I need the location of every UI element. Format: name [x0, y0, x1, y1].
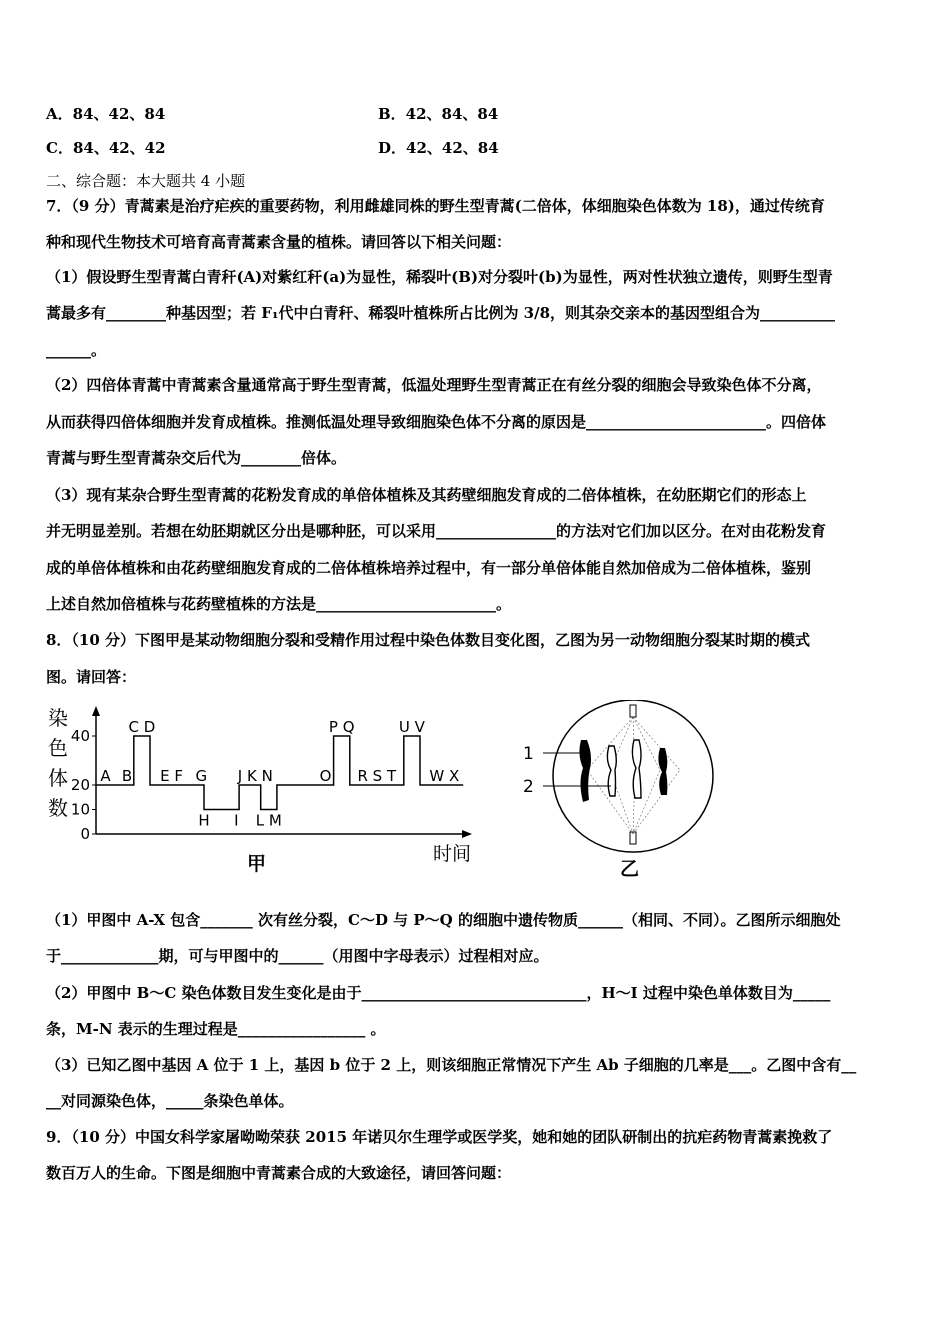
y-tick-label: 10 — [70, 800, 90, 819]
point-label: O — [319, 767, 332, 785]
option-d: D．42、42、84 — [378, 139, 499, 157]
y-tick-label: 20 — [70, 776, 90, 794]
q7-line: 种和现代生物技术可培育高青蒿素含量的植株。请回答以下相关问题： — [46, 233, 512, 251]
point-label: C D — [128, 718, 156, 736]
point-label: R S T — [357, 767, 397, 785]
chromosome-4 — [658, 748, 667, 795]
point-label: P Q — [328, 718, 355, 736]
chromosome-count-chart — [40, 700, 485, 880]
option-a: A．84、42、84 — [46, 105, 166, 123]
chromosome-1 — [579, 740, 591, 802]
chromosome-count-line — [96, 736, 463, 810]
point-label: G — [195, 767, 208, 785]
chromosome-3 — [632, 740, 641, 798]
q8-line: 于_____________期，可与甲图中的______（用图中字母表示）过程相对应。 — [46, 947, 549, 965]
option-b: B．42、84、84 — [378, 105, 499, 123]
y-label-char: 体 — [48, 766, 68, 790]
point-label: I — [234, 811, 239, 830]
section2-title: 二、综合题：本大题共 4 小题 — [46, 172, 246, 190]
label-1: 1 — [523, 744, 534, 764]
q8-line: 8．（10 分）下图甲是某动物细胞分裂和受精作用过程中染色体数目变化图，乙图为另一动物细胞分裂某时期的模式 — [46, 631, 811, 649]
y-label-char: 染 — [48, 706, 68, 730]
y-label-char: 色 — [48, 736, 68, 760]
point-label: E F — [160, 767, 184, 785]
q7-line: 成的单倍体植株和由花药壁细胞发育成的二倍体植株培养过程中，有一部分单倍体能自然加倍成为二倍体植株，鉴别 — [46, 559, 812, 577]
q7-line: 7．（9 分）青蒿素是治疗疟疾的重要药物，利用雌雄同株的野生型青蒿(二倍体，体细胞染色体数为 18)，通过传统育 — [46, 197, 825, 215]
q7-line: （1）假设野生型青蒿白青秆(A)对紫红秆(a)为显性，稀裂叶(B)对分裂叶(b)为显性，两对性状独立遗传，则野生型青 — [46, 268, 833, 286]
label-2: 2 — [523, 777, 534, 797]
q8-line: 图。请回答： — [46, 668, 137, 686]
point-label: B — [121, 767, 133, 785]
y-label-char: 数 — [48, 796, 68, 820]
y-tick-label: 0 — [80, 825, 90, 843]
q9-line: 9．（10 分）中国女科学家屠呦呦荣获 2015 年诺贝尔生理学或医学奖，她和她的团队研制出的抗疟药物青蒿素挽救了 — [46, 1128, 833, 1146]
q7-line: 并无明显差别。若想在幼胚期就区分出是哪种胚，可以采用________________的方法对它们加以区分。在对由花粉发育 — [46, 522, 827, 540]
q7-line: ______。 — [46, 341, 107, 359]
y-tick-label: 40 — [70, 727, 90, 745]
x-axis-arrow — [462, 830, 472, 838]
q7-line: （3）现有某杂合野生型青蒿的花粉发育成的单倍体植株及其药壁细胞发育成的二倍体植株，在幼胚期它们的形态上 — [46, 486, 807, 504]
q9-line: 数百万人的生命。下图是细胞中青蒿素合成的大致途径，请回答问题： — [46, 1164, 512, 1182]
option-c: C．84、42、42 — [46, 139, 166, 157]
point-label: A — [100, 767, 111, 785]
q8-line: （2）甲图中 B～C 染色体数目发生变化是由于______________________________，H～I 过程中染色单体数目为_____ — [46, 984, 831, 1002]
q8-line: 条，M-N 表示的生理过程是_________________ 。 — [46, 1020, 386, 1038]
q8-line: （1）甲图中 A-X 包含_______ 次有丝分裂，C～D 与 P～Q 的细胞中遗传物质______（相同、不同）。乙图所示细胞处 — [46, 911, 841, 929]
centriole-top — [630, 705, 636, 717]
q8-line: __对同源染色体，_____条染色单体。 — [46, 1092, 294, 1110]
chromosome-2 — [607, 746, 616, 796]
point-label: W X — [429, 767, 460, 785]
point-label: J K N — [237, 767, 273, 785]
q7-line: 蒿最多有________种基因型；若 F₁代中白青秆、稀裂叶植株所占比例为 3/8，则其杂交亲本的基因型组合为__________ — [46, 304, 836, 322]
q8-line: （3）已知乙图中基因 A 位于 1 上，基因 b 位于 2 上，则该细胞正常情况下产生 Ab 子细胞的几率是___。乙图中含有__ — [46, 1056, 857, 1074]
point-label: U V — [398, 718, 425, 736]
q7-line: （2）四倍体青蒿中青蒿素含量通常高于野生型青蒿，低温处理野生型青蒿正在有丝分裂的细胞会导致染色体不分离， — [46, 376, 822, 394]
q7-line: 青蒿与野生型青蒿杂交后代为________倍体。 — [46, 449, 347, 467]
q7-line: 上述自然加倍植株与花药壁植株的方法是________________________。 — [46, 595, 512, 613]
point-label: H — [198, 811, 210, 830]
point-label: L M — [255, 811, 282, 830]
chart-title: 甲 — [247, 853, 267, 875]
y-axis-arrow — [92, 706, 100, 716]
q7-line: 从而获得四倍体细胞并发育成植株。推测低温处理导致细胞染色体不分离的原因是________________________。四倍体 — [46, 413, 827, 431]
x-axis-label: 时间 — [433, 843, 472, 865]
cell-division-figure — [515, 700, 715, 880]
figure-title: 乙 — [620, 858, 640, 880]
